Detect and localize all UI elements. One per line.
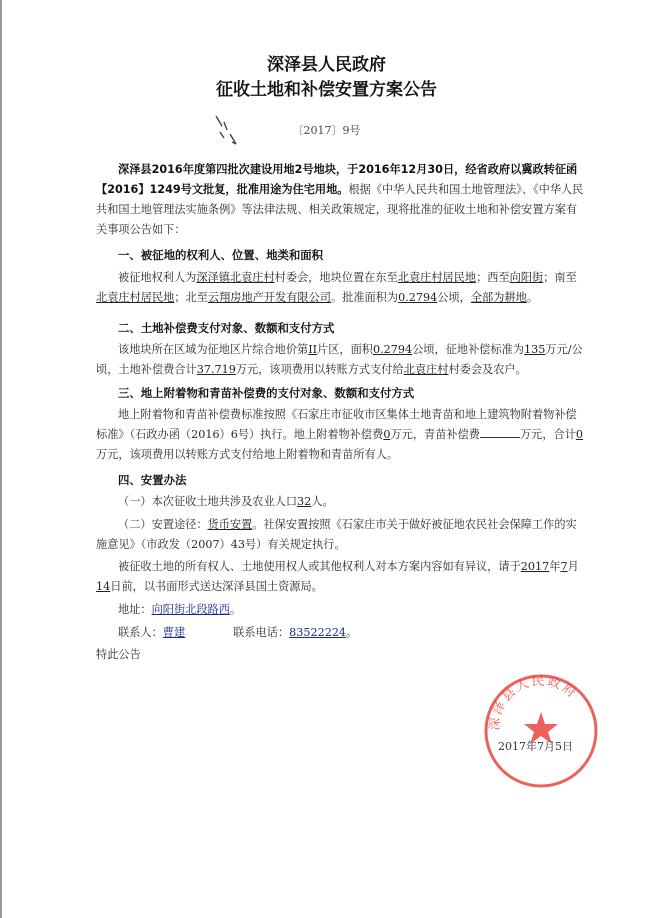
blank-seedling-fee: [480, 429, 520, 438]
official-seal: [482, 672, 600, 790]
obj-text: 月: [567, 560, 579, 573]
section2-body: [96, 340, 586, 380]
s2-text: 万元/公顷，土地补偿费合计: [96, 343, 583, 376]
east-boundary: 北袁庄村居民地: [397, 271, 477, 284]
section1-body: [96, 268, 586, 308]
s3-text: 万元，合计: [519, 428, 576, 441]
s4-text: （一）本次征收土地共涉及农业人口: [118, 495, 298, 508]
s2-text: 片区，面积: [317, 343, 373, 356]
rate-value: 135: [524, 343, 546, 356]
s2-text: 村委会及农户。: [448, 363, 527, 376]
s1-text: ；西至: [476, 271, 510, 284]
s1-text: 被征地权利人为: [118, 271, 197, 284]
north-boundary: 云翔房地产开发有限公司: [207, 291, 331, 304]
phone-end: 。: [346, 626, 358, 639]
contact-line: [96, 623, 586, 643]
s3-text: 万元，青苗补偿费: [390, 428, 480, 441]
s1-text: ；北至: [174, 291, 208, 304]
west-boundary: 向阳街: [509, 271, 544, 284]
s3-text: 地上附着物和青苗补偿费标准按照《石家庄市征收市区集体土地青苗和地上建筑物附着物补偿标准》（石政办函（2016）6号）执行。地上附着物补偿费: [96, 408, 577, 441]
section4-item2: [96, 515, 586, 555]
s2-text: 该地块所在区域为征地区片综合地价第: [118, 343, 309, 356]
svg-text:深泽县人民政府: 深泽县人民政府: [487, 673, 580, 732]
section3-heading: 三、地上附着物和青苗补偿费的支付对象、数额和支付方式: [118, 386, 415, 400]
obj-text: 日前，以书面形式送达深泽县国土资源局。: [110, 580, 323, 593]
address-value: 向阳街北段路西: [151, 603, 230, 616]
s3-text: 万元，该项费用以转账方式支付给地上附着物和青苗所有人。: [96, 448, 399, 461]
notice-title: 征收土地和补偿安置方案公告: [216, 80, 437, 100]
address-line: [96, 600, 586, 620]
s4-text: 。社保安置按照《石家庄市关于做好被征地农民社会保障工作的实施意见》（市政发（2007）43号）有关规定执行。: [96, 518, 577, 551]
s2-text: 万元，该项费用以转账方式支付给: [235, 363, 404, 376]
s1-text: ；南至: [543, 271, 577, 284]
section4-item1: [96, 492, 586, 512]
population-value: 32: [297, 495, 312, 508]
obj-text: 被征收土地的所有权人、土地使用权人或其他权利人对本方案内容如有异议，请于: [118, 560, 521, 573]
intro-part2: ，经省政府以冀政转征函【2016】1249号文批复，批准用途为住宅用地。: [96, 163, 578, 196]
intro-part1: 深泽县2016年度第四批次建设用地2号地块，于: [118, 163, 359, 176]
s1-text: 公顷，: [437, 291, 471, 304]
section3-body: [96, 405, 586, 465]
s4-text: （二）安置途径：: [118, 518, 208, 531]
address-label: 地址：: [118, 603, 152, 616]
contact-person-label: 联系人：: [118, 626, 163, 639]
deadline-day: 14: [96, 580, 111, 593]
sum-fee: 0: [575, 428, 584, 441]
village-value: 北袁庄村: [229, 271, 275, 284]
obj-text: 年: [549, 560, 561, 573]
address-end: 。: [229, 603, 242, 616]
s1-text: 。批准面积为: [330, 291, 399, 304]
intro-paragraph: [96, 160, 586, 240]
closing-text: 特此公告: [96, 648, 141, 661]
south-boundary: 北袁庄村居民地: [96, 291, 175, 304]
town-value: 深泽镇: [196, 271, 230, 284]
intro-part3: 根据《中华人民共和国土地管理法》、《中华人民共和国土地管理法实施条例》等法律法规、相关政策规定，现将批准的征收土地和补偿安置方案有关事项公告如下：: [96, 183, 584, 236]
document-number: 〔2017〕9号: [292, 124, 361, 137]
deadline-month: 7: [560, 560, 568, 573]
phone-value: 83522224: [289, 626, 347, 639]
s2-text: 公顷，征地补偿标准为: [412, 343, 525, 356]
objection-paragraph: [96, 557, 586, 597]
approved-area: 0.2794: [398, 291, 438, 304]
issue-date: 2017年7月5日: [498, 740, 573, 753]
s4-text: 人。: [311, 495, 334, 508]
total-value: 37.719: [196, 363, 236, 376]
approval-date: 2016年12月30日: [358, 163, 455, 176]
section1-heading: 一、被征地的权利人、位置、地类和面积: [118, 248, 324, 262]
s1-text: 。: [526, 291, 539, 304]
payee-value: 北袁庄村: [403, 363, 449, 376]
section2-heading: 二、土地补偿费支付对象、数额和支付方式: [118, 321, 335, 335]
section4-heading: 四、安置办法: [118, 473, 187, 487]
resettlement-method: 货币安置: [207, 518, 253, 531]
zone-value: II: [308, 343, 318, 356]
org-title: 深泽县人民政府: [267, 55, 386, 75]
phone-label: 联系电话：: [233, 626, 290, 639]
area-value: 0.2794: [373, 343, 413, 356]
contact-person: 曹建: [162, 626, 186, 639]
fixture-fee: 0: [383, 428, 391, 441]
land-type: 全部为耕地: [470, 291, 527, 304]
deadline-year: 2017: [520, 560, 550, 573]
s1-text: 村委会，地块位置在东至: [274, 271, 398, 284]
